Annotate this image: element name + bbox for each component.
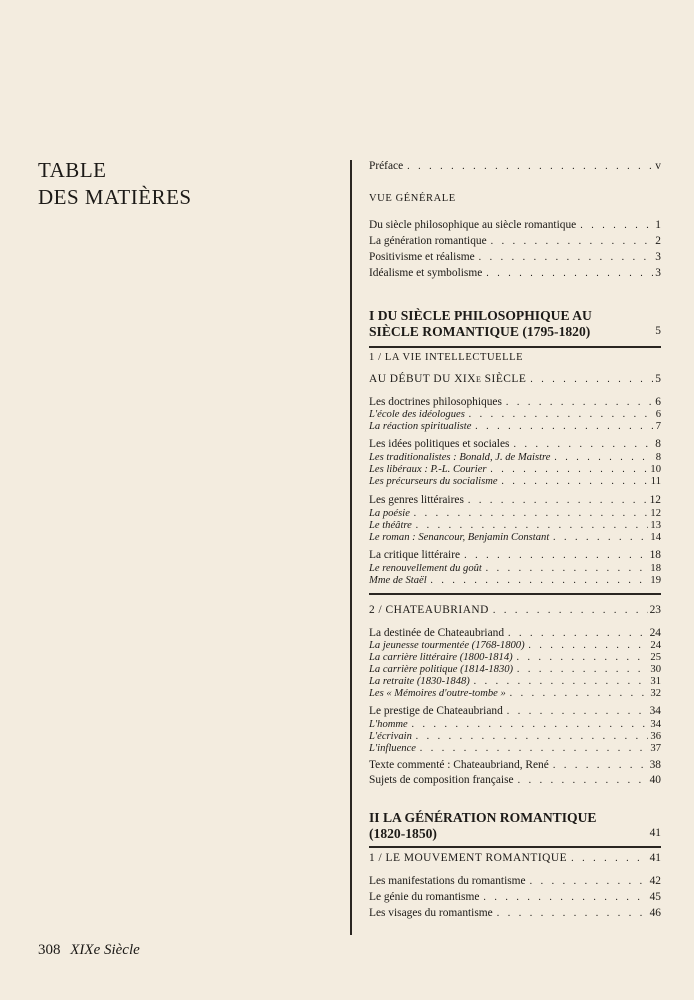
chapter-heading-line-2: AU DÉBUT DU XIXe SIÈCLE	[369, 373, 527, 385]
toc-entry[interactable]	[369, 234, 661, 249]
title-line-1: TABLE	[38, 158, 107, 182]
toc-entry[interactable]	[369, 773, 661, 788]
toc-entry-page: 37	[650, 743, 661, 754]
section-divider	[369, 846, 661, 848]
toc-entry[interactable]	[369, 250, 661, 265]
toc-subentry[interactable]	[369, 719, 661, 731]
title-line-2: DES MATIÈRES	[38, 185, 192, 209]
toc-entry-page: 8	[655, 438, 661, 450]
toc-entry-page: 5	[655, 373, 661, 385]
chapter-heading-1[interactable]	[369, 372, 661, 387]
toc-entry[interactable]	[369, 437, 661, 452]
toc-entry-page: 46	[649, 907, 661, 919]
toc-entry-page: 24	[650, 640, 661, 651]
toc-entry-title: Les précurseurs du socialisme	[369, 476, 498, 487]
toc-subentry[interactable]	[369, 421, 661, 433]
toc-entry[interactable]	[369, 626, 661, 641]
toc-entry-title: La carrière littéraire (1800-1814)	[369, 652, 513, 663]
part-heading-page: 5	[655, 325, 661, 337]
toc-entry-page: 32	[650, 688, 661, 699]
toc-entry[interactable]	[369, 874, 661, 889]
toc-entry-title: Le renouvellement du goût	[369, 563, 482, 574]
toc-subentry[interactable]	[369, 640, 661, 652]
vertical-rule	[350, 160, 352, 935]
toc-entry-title: La jeunesse tourmentée (1768-1800)	[369, 640, 525, 651]
toc-entry-page: 40	[649, 774, 661, 786]
toc-subentry[interactable]	[369, 731, 661, 743]
toc-entry-title: Le génie du romantisme	[369, 891, 480, 903]
page-number: 308	[38, 942, 61, 958]
toc-entry-page: 42	[649, 875, 661, 887]
toc-entry-page: 6	[655, 396, 661, 408]
toc-entry[interactable]	[369, 548, 661, 563]
toc-entry-title: La réaction spiritualiste	[369, 421, 472, 432]
toc-entry-page: 3	[655, 267, 661, 279]
toc-entry-page: 18	[649, 549, 661, 561]
toc-entry[interactable]	[369, 906, 661, 921]
toc-subentry[interactable]	[369, 520, 661, 532]
toc-entry[interactable]	[369, 704, 661, 719]
toc-entry-page: 34	[650, 719, 661, 730]
toc-entry-page: 1	[655, 219, 661, 231]
toc-entry-page: 3	[655, 251, 661, 263]
chapter-heading-3[interactable]	[369, 851, 661, 866]
part-heading-line-2: (1820-1850)	[369, 826, 437, 841]
chapter-heading-2[interactable]	[369, 603, 661, 618]
toc-entry-title: L'école des idéologues	[369, 409, 465, 420]
toc-subentry[interactable]	[369, 676, 661, 688]
toc-subentry[interactable]	[369, 688, 661, 700]
toc-entry-page: 19	[650, 575, 661, 586]
toc-entry-title: Le prestige de Chateaubriand	[369, 705, 503, 717]
toc-entry-page: 12	[649, 494, 661, 506]
toc-entry-preface[interactable]	[369, 159, 661, 174]
toc-subentry[interactable]	[369, 476, 661, 488]
toc-entry-title: Idéalisme et symbolisme	[369, 267, 483, 279]
toc-subentry[interactable]	[369, 409, 661, 421]
toc-entry-page: 7	[655, 421, 661, 432]
toc-entry-title: La retraite (1830-1848)	[369, 676, 470, 687]
toc-entry[interactable]	[369, 395, 661, 410]
toc-entry-title: Le roman : Senancour, Benjamin Constant	[369, 532, 550, 543]
toc-entry-title: Sujets de composition française	[369, 774, 514, 786]
section-divider	[369, 346, 661, 348]
toc-subentry[interactable]	[369, 452, 661, 464]
toc-entry-title: La génération romantique	[369, 235, 487, 247]
toc-subentry[interactable]	[369, 508, 661, 520]
toc-entry-page: 10	[650, 464, 661, 475]
toc-subentry[interactable]	[369, 664, 661, 676]
toc-entry-page: 45	[649, 891, 661, 903]
toc-entry-title: L'homme	[369, 719, 408, 730]
toc-entry-title: Préface	[369, 160, 404, 172]
toc-entry-page: 31	[650, 676, 661, 687]
toc-entry-title: Les manifestations du romantisme	[369, 875, 526, 887]
toc-subentry[interactable]	[369, 464, 661, 476]
toc-entry-page: 24	[649, 627, 661, 639]
toc-subentry[interactable]	[369, 575, 661, 587]
toc-entry-title: Les visages du romantisme	[369, 907, 493, 919]
toc-entry[interactable]	[369, 493, 661, 508]
toc-entry-page: 36	[650, 731, 661, 742]
part-heading-2[interactable]	[369, 810, 661, 842]
page-footer	[38, 942, 140, 959]
toc-entry-title: Les idées politiques et sociales	[369, 438, 510, 450]
toc-entry-title: La carrière politique (1814-1830)	[369, 664, 514, 675]
toc-entry-page: 38	[649, 759, 661, 771]
toc-entry-title: Les libéraux : P.-L. Courier	[369, 464, 487, 475]
toc-entry[interactable]	[369, 266, 661, 281]
toc-subentry[interactable]	[369, 652, 661, 664]
part-heading-page: 41	[649, 827, 661, 839]
page-title	[38, 157, 192, 211]
toc-entry-page: 12	[650, 508, 661, 519]
toc-entry-title: Positivisme et réalisme	[369, 251, 475, 263]
toc-entry[interactable]	[369, 890, 661, 905]
toc-entry-page: v	[655, 160, 661, 172]
toc-entry-page: 13	[650, 520, 661, 531]
toc-entry-title: Les « Mémoires d'outre-tombe »	[369, 688, 506, 699]
chapter-heading-title: 2 / CHATEAUBRIAND	[369, 604, 489, 616]
toc-entry-page: 25	[650, 652, 661, 663]
toc-entry-title: Texte commenté : Chateaubriand, René	[369, 759, 549, 771]
toc-entry[interactable]	[369, 758, 661, 773]
toc-entry-title: La critique littéraire	[369, 549, 461, 561]
toc-entry-page: 41	[649, 852, 661, 864]
toc-entry-title: Les traditionalistes : Bonald, J. de Maistre	[369, 452, 551, 463]
toc-entry-title: Le théâtre	[369, 520, 412, 531]
toc-entry-page: 30	[650, 664, 661, 675]
part-heading-1[interactable]	[369, 308, 661, 340]
toc-entry-page: 2	[655, 235, 661, 247]
toc-subentry[interactable]	[369, 532, 661, 544]
toc-entry-page: 6	[655, 409, 661, 420]
toc-entry-title: Les genres littéraires	[369, 494, 464, 506]
toc-entry-title: Mme de Staël	[369, 575, 427, 586]
toc-entry-title: La destinée de Chateaubriand	[369, 627, 505, 639]
toc-entry-page: 8	[655, 452, 661, 463]
chapter-heading-title: 1 / LE MOUVEMENT ROMANTIQUE	[369, 852, 568, 864]
toc-subentry[interactable]	[369, 563, 661, 575]
toc-entry-page: 34	[649, 705, 661, 717]
toc-entry-title: Les doctrines philosophiques	[369, 396, 502, 408]
toc-entry[interactable]	[369, 218, 661, 233]
part-heading-line-2: SIÈCLE ROMANTIQUE (1795-1820)	[369, 324, 591, 339]
part-heading-line-1: I DU SIÈCLE PHILOSOPHIQUE AU	[369, 308, 592, 323]
section-divider	[369, 593, 661, 595]
chapter-heading-line-1: 1 / LA VIE INTELLECTUELLE	[369, 352, 524, 363]
toc-entry-page: 18	[650, 563, 661, 574]
section-label-vue-generale: VUE GÉNÉRALE	[369, 193, 456, 204]
toc-subentry[interactable]	[369, 743, 661, 755]
part-heading-line-1: II LA GÉNÉRATION ROMANTIQUE	[369, 810, 597, 825]
toc-entry-title: Du siècle philosophique au siècle romantique	[369, 219, 577, 231]
toc-entry-page: 23	[649, 604, 661, 616]
book-title: XIXe Siècle	[70, 942, 140, 958]
toc-entry-title: L'influence	[369, 743, 416, 754]
toc-entry-page: 11	[650, 476, 661, 487]
toc-entry-title: L'écrivain	[369, 731, 412, 742]
toc-entry-page: 14	[650, 532, 661, 543]
toc-entry-title: La poésie	[369, 508, 410, 519]
